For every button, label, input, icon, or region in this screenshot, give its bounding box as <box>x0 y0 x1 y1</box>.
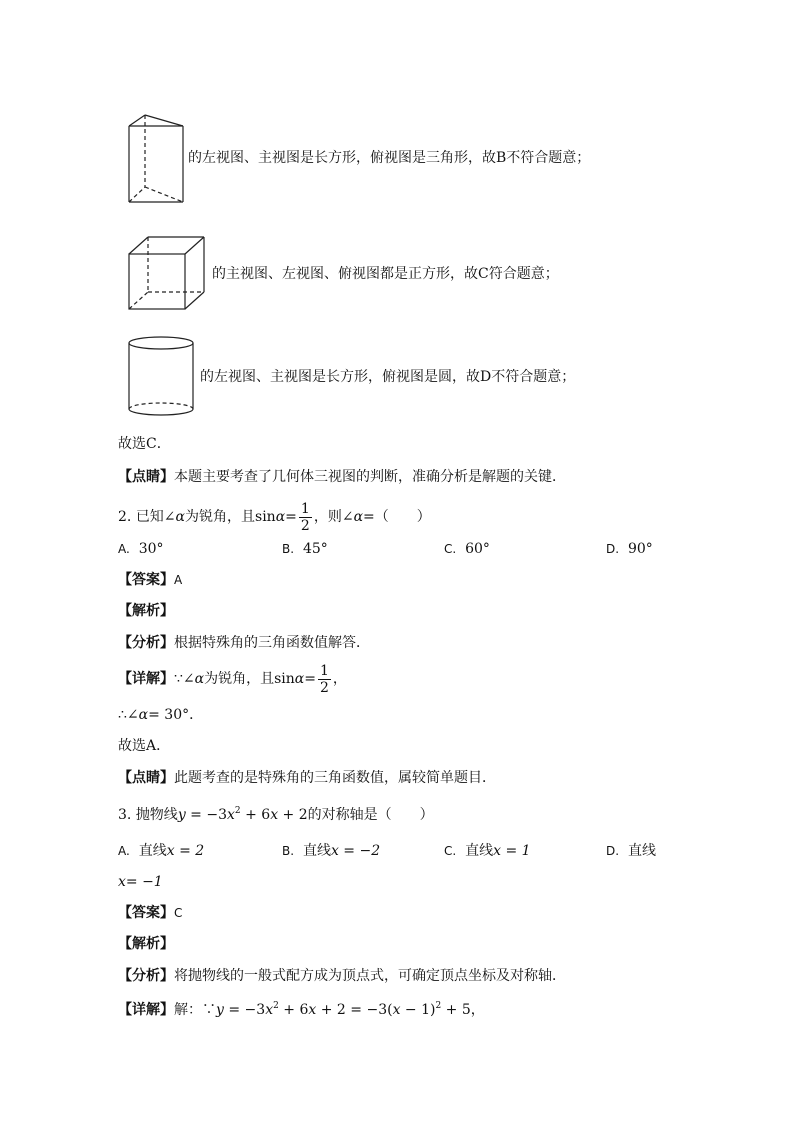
parabola-equation: $y = -3x^2 + 6x + 2$ <box>177 806 308 823</box>
detail-text: ∵∠ <box>174 671 195 687</box>
q3-option-b <box>282 841 380 861</box>
q1-choice: 故选C． <box>118 436 171 452</box>
therefore-value: = 30°． <box>148 707 204 723</box>
option-label: 直线 <box>302 843 331 859</box>
stem-text: ，则∠ <box>313 509 354 525</box>
q2-analysis-heading: 【解析】 <box>118 603 174 619</box>
option-label: 直线 <box>138 843 167 859</box>
answer-value: C <box>174 906 183 920</box>
detail-text: 解：∵ <box>174 1002 216 1018</box>
stem-text: 为锐角，且 <box>185 509 256 525</box>
q2-therefore <box>118 705 203 725</box>
cube-figure <box>126 234 208 314</box>
vertex-form-equation: $y = -3x^2 + 6x + 2 = -3(x - 1)^2 + 5$， <box>216 1001 485 1018</box>
fenxi-text: 将抛物线的一般式配方成为顶点式，可确定顶点坐标及对称轴． <box>174 968 566 984</box>
fraction-numerator: 1 <box>320 662 329 679</box>
detail-tag: 【详解】 <box>118 1002 174 1018</box>
q2-detail <box>118 662 347 696</box>
q3-option-d-value <box>118 872 163 892</box>
alpha-symbol: α <box>194 671 205 687</box>
option-label: 直线 <box>627 843 656 859</box>
q2-option-b <box>282 539 328 559</box>
q2-option-c <box>444 539 490 559</box>
stem-text: =（ ） <box>363 509 431 525</box>
q2-stem <box>118 500 431 534</box>
therefore-text: ∴∠ <box>118 707 139 723</box>
option-letter: A. <box>118 844 130 858</box>
stem-text: 已知∠ <box>135 509 176 525</box>
fenxi-tag: 【分析】 <box>118 635 174 651</box>
fraction-denominator: 2 <box>300 517 310 534</box>
detail-tag: 【详解】 <box>118 671 174 687</box>
q3-fenxi <box>118 966 566 986</box>
detail-text: ， <box>332 671 347 687</box>
q3-detail <box>118 1000 485 1020</box>
fraction-numerator: 1 <box>300 500 310 517</box>
answer-value: A <box>174 573 183 587</box>
fraction-one-half <box>299 501 312 534</box>
triangular-prism-figure <box>126 112 186 206</box>
cylinder-figure <box>126 334 196 418</box>
stem-text: 的对称轴是（ ） <box>307 807 434 823</box>
option-value: 45° <box>302 541 328 557</box>
q3-analysis-heading: 【解析】 <box>118 936 174 952</box>
option-letter: B. <box>282 844 295 858</box>
q3-option-c <box>444 841 531 861</box>
question-number: 3. <box>118 807 132 823</box>
option-letter: C. <box>444 844 457 858</box>
option-label: 直线 <box>465 843 494 859</box>
q1-comment <box>118 467 566 487</box>
option-value: 60° <box>465 541 490 557</box>
comment-tag: 【点睛】 <box>118 770 174 786</box>
option-value: x = 1 <box>493 843 531 859</box>
comment-tag: 【点睛】 <box>118 469 174 485</box>
alpha-symbol: α <box>294 671 305 687</box>
equals-sign: = <box>285 509 297 525</box>
option-letter: A. <box>118 542 130 556</box>
option-letter: D. <box>606 542 620 556</box>
alpha-symbol: α <box>353 509 364 525</box>
option-value: 90° <box>627 541 653 557</box>
q3-option-d <box>606 841 656 861</box>
cylinder-description: 的左视图、主视图是长方形，俯视图是圆，故D不符合题意； <box>200 369 576 385</box>
answer-tag: 【答案】 <box>118 905 174 921</box>
q2-option-d <box>606 539 653 559</box>
fenxi-text: 根据特殊角的三角函数值解答． <box>174 635 370 651</box>
prism-description: 的左视图、主视图是长方形，俯视图是三角形，故B不符合题意； <box>188 150 591 166</box>
equals-sign: = <box>304 671 316 687</box>
q3-stem <box>118 805 434 825</box>
q2-fenxi <box>118 633 370 653</box>
option-letter: D. <box>606 844 620 858</box>
fenxi-tag: 【分析】 <box>118 968 174 984</box>
cube-description: 的主视图、左视图、俯视图都是正方形，故C符合题意； <box>212 266 559 282</box>
option-value: x= −1 <box>118 874 163 890</box>
comment-text: 此题考查的是特殊角的三角函数值，属较简单题目． <box>174 770 496 786</box>
option-value: 30° <box>138 541 164 557</box>
q3-answer <box>118 903 182 923</box>
fraction-denominator: 2 <box>320 679 329 696</box>
stem-text: 抛物线 <box>135 807 178 823</box>
option-value: x = −2 <box>330 843 381 859</box>
answer-tag: 【答案】 <box>118 572 174 588</box>
alpha-symbol: α <box>275 509 286 525</box>
q2-choice: 故选A． <box>118 738 171 754</box>
alpha-symbol: α <box>175 509 186 525</box>
q2-comment <box>118 768 496 788</box>
q2-answer <box>118 570 182 590</box>
option-value: x = 2 <box>166 843 205 859</box>
question-number: 2. <box>118 509 132 525</box>
q3-option-a <box>118 841 204 861</box>
fraction-one-half <box>318 663 331 696</box>
sin-function: sin <box>255 509 276 525</box>
q2-option-a <box>118 539 164 559</box>
option-letter: B. <box>282 542 295 556</box>
comment-text: 本题主要考查了几何体三视图的判断，准确分析是解题的关键． <box>174 469 566 485</box>
option-letter: C. <box>444 542 457 556</box>
alpha-symbol: α <box>138 707 149 723</box>
sin-function: sin <box>274 671 295 687</box>
detail-text: 为锐角，且 <box>204 671 275 687</box>
